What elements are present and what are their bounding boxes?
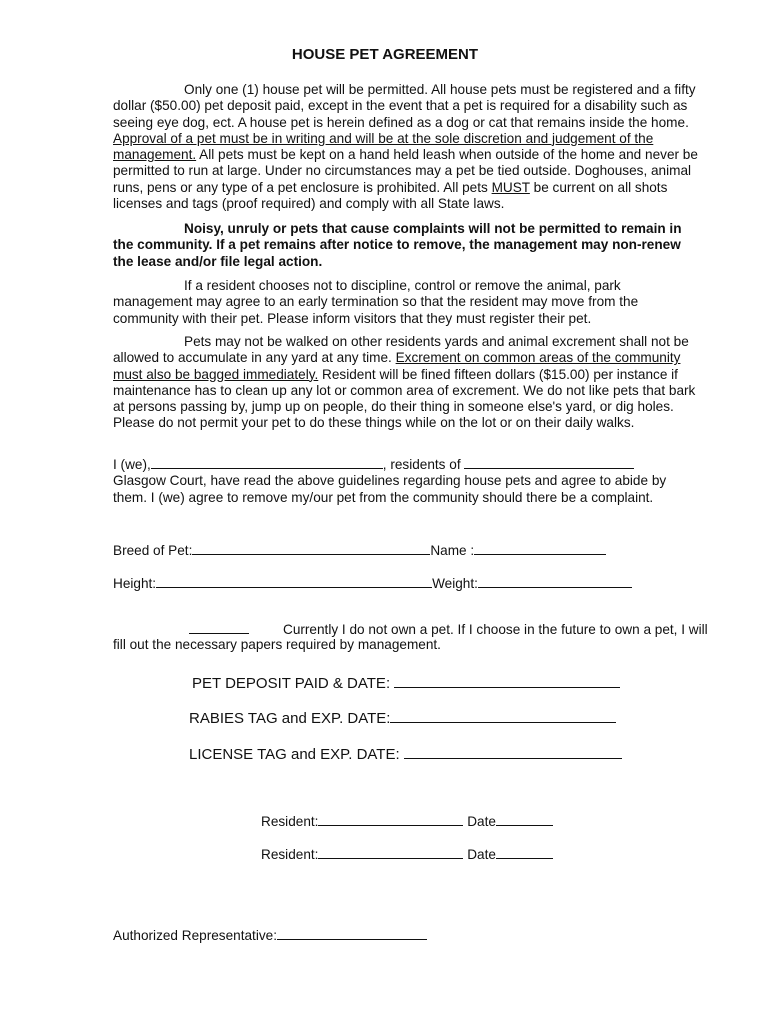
- deposit-row: [192, 673, 620, 693]
- no-pet-text: Currently I do not own a pet. If I choose in the future to own a pet, I will: [283, 622, 708, 637]
- document-title: HOUSE PET AGREEMENT: [291, 46, 479, 63]
- date-line-2[interactable]: [496, 845, 553, 859]
- bagged-underlined-text: Excrement on common areas of the community must also be bagged immediately.: [113, 350, 681, 382]
- name-label: Name :: [430, 543, 475, 558]
- date-line-1[interactable]: [496, 812, 553, 826]
- pet-policy-text-3: be current on all shots licenses and tags (proof required) and comply with all State laws.: [113, 179, 668, 212]
- approval-underlined-text: Approval of a pet must be in writing and will be at the sole discretion and judgement of the management.: [113, 130, 654, 163]
- must-underlined-text: MUST: [491, 179, 530, 195]
- resident-label-2: Resident:: [261, 847, 319, 862]
- no-pet-initial-line[interactable]: [189, 620, 249, 634]
- no-pet-row-2: [113, 637, 441, 653]
- representative-row: [113, 926, 427, 944]
- deposit-label: PET DEPOSIT PAID & DATE:: [192, 675, 395, 692]
- height-label: Height:: [113, 576, 157, 591]
- resident-signature-line-2[interactable]: [318, 845, 463, 859]
- resident-signature-row-1: [261, 812, 553, 830]
- representative-label: Authorized Representative:: [113, 928, 277, 943]
- paragraph-pet-policy: [113, 82, 703, 212]
- residents-of-blank[interactable]: [464, 456, 634, 469]
- date-label-2: Date: [463, 847, 496, 862]
- paragraph-early-termination: If a resident chooses not to discipline, control or remove the animal, park management may agree to an early termination so that the resident may move from the community with their pet. Please inform visitors that they must register their pet.: [113, 278, 639, 326]
- height-input-line[interactable]: [156, 574, 432, 588]
- name-input-line[interactable]: [474, 541, 606, 555]
- resident-names-blank[interactable]: [151, 456, 383, 469]
- date-label-1: Date: [463, 814, 496, 829]
- acknowledgement-text: Glasgow Court, have read the above guidelines regarding house pets and agree to abide by them. I (we) agree to remove my/our pet from the community should there be a complaint.: [113, 473, 667, 505]
- excrement-text-2: Resident will be fined fifteen dollars ($15.00) per instance if maintenance has to clean up any lot or common area of excrement. We do not like pets that bark at persons passing by, jump up on people, do their thing in someone else's yard, or dig holes. Please do not permit your pet to do these things while on the lot or on their daily walks.: [113, 366, 696, 431]
- no-pet-row: [189, 620, 708, 638]
- acknowledgement-we-label: I (we),: [113, 457, 151, 472]
- pet-policy-text-1: Only one (1) house pet will be permitted. All house pets must be registered and a fifty dollar ($50.00) pet deposit paid, except in the event that a pet is required for a disability such as seeing eye dog, ect. A house pet is herein defined as a dog or cat that remains inside the home.: [113, 82, 696, 130]
- paragraph-excrement: [113, 334, 703, 432]
- deposit-input-line[interactable]: [394, 673, 620, 688]
- breed-label: Breed of Pet:: [113, 543, 193, 558]
- resident-signature-row-2: [261, 845, 553, 863]
- rabies-row: [189, 708, 616, 728]
- rabies-input-line[interactable]: [390, 708, 616, 723]
- no-pet-text-2: fill out the necessary papers required by management.: [113, 637, 441, 652]
- rabies-label: RABIES TAG and EXP. DATE:: [189, 710, 391, 727]
- license-label: LICENSE TAG and EXP. DATE:: [189, 746, 404, 763]
- pet-policy-text-2: All pets must be kept on a hand held leash when outside of the home and never be permitted to run at large. Under no circumstances may a pet be tied outside. Doghouses, animal runs, pens or any type of a pet enclosure is prohibited. All pets: [113, 147, 698, 195]
- paragraph-complaints: Noisy, unruly or pets that cause complaints will not be permitted to remain in the community. If a pet remains after notice to remove, the management may non-renew the lease and/or file legal action.: [113, 221, 682, 269]
- excrement-text-1: Pets may not be walked on other residents yards and animal excrement shall not be allowed to accumulate in any yard at any time.: [113, 334, 689, 366]
- weight-label: Weight:: [432, 576, 478, 591]
- resident-signature-line-1[interactable]: [318, 812, 463, 826]
- resident-label-1: Resident:: [261, 814, 319, 829]
- breed-input-line[interactable]: [192, 541, 430, 555]
- acknowledgement-residents-label: , residents of: [382, 457, 465, 472]
- license-row: [189, 744, 622, 764]
- license-input-line[interactable]: [404, 744, 622, 759]
- weight-input-line[interactable]: [478, 574, 632, 588]
- breed-name-row: [113, 541, 606, 559]
- height-weight-row: [113, 574, 632, 592]
- paragraph-acknowledgement: [113, 456, 703, 506]
- representative-signature-line[interactable]: [277, 926, 427, 940]
